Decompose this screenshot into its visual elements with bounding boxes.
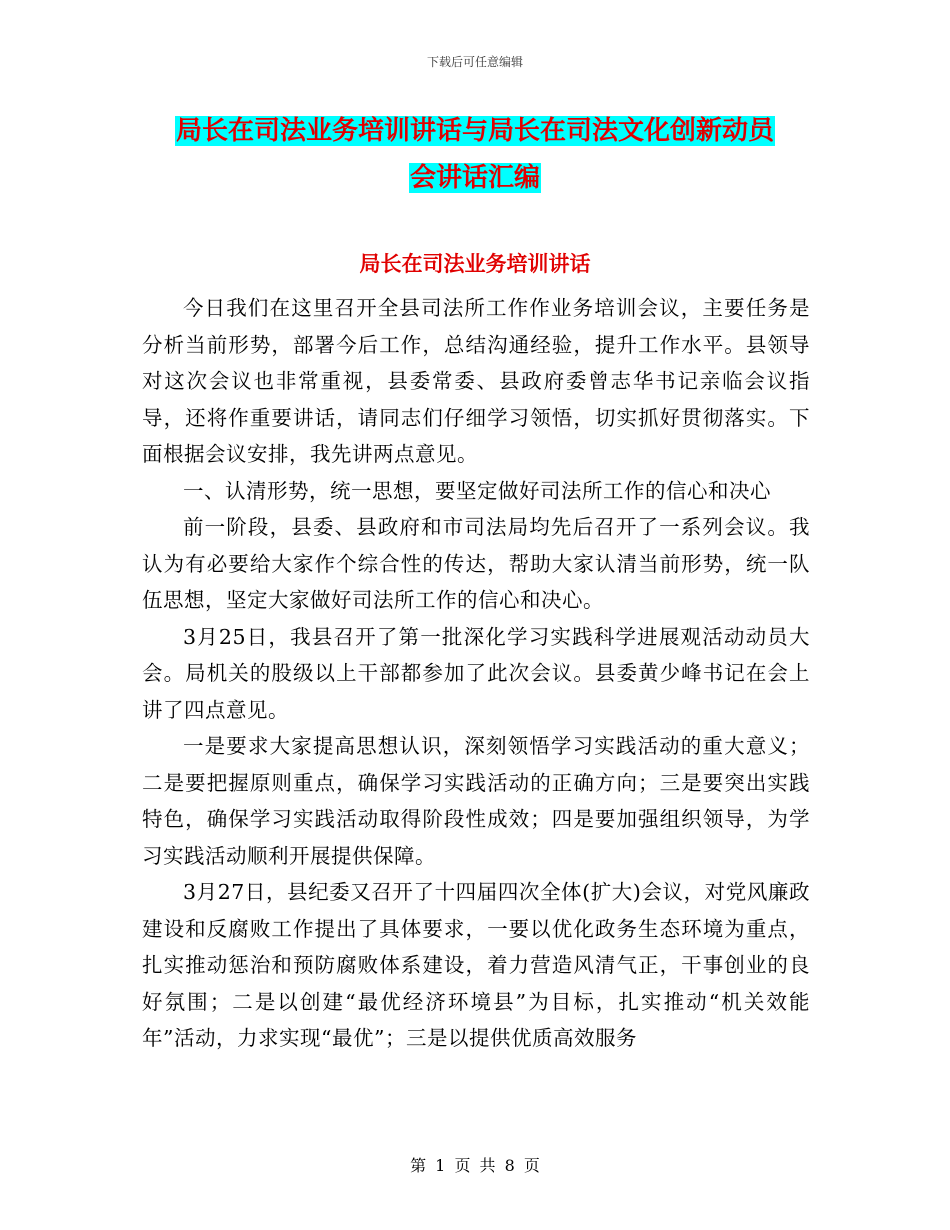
paragraph: 3月25日，我县召开了第一批深化学习实践科学进展观活动动员大会。局机关的股级以上干部都参加了此次会议。县委黄少峰书记在会上讲了四点意见。: [142, 624, 810, 722]
paragraph: 一是要求大家提高思想认识，深刻领悟学习实践活动的重大意义；二是要把握原则重点，确保学习实践活动的正确方向；三是要突出实践特色，确保学习实践活动取得阶段性成效；四是要加强组织领导，为学习实践活动顺利开展提供保障。: [142, 734, 810, 868]
paragraph: 前一阶段，县委、县政府和市司法局均先后召开了一系列会议。我认为有必要给大家作个综合性的传达，帮助大家认清当前形势，统一队伍思想，坚定大家做好司法所工作的信心和决心。: [142, 515, 810, 612]
document-title-text-1: 局长在司法业务培训讲话与局长在司法文化创新动员: [175, 116, 774, 146]
paragraph: 3月27日，县纪委又召开了十四届四次全体(扩大)会议，对党风廉政建设和反腐败工作提出了具体要求，一要以优化政务生态环境为重点，扎实推动惩治和预防腐败体系建设，着力营造风清气正，干事创业的良好氛围；二是以创建“最优经济环境县”为目标，扎实推动“机关效能年”活动，力求实现“最优”；三是以提供优质高效服务: [142, 880, 810, 1050]
document-title-line-1: [0, 110, 950, 147]
section-title: 局长在司法业务培训讲话: [359, 252, 591, 276]
document-title-text-2: 会讲话汇编: [409, 163, 540, 193]
document-body: [142, 290, 810, 1057]
page-number-footer: 第 1 页 共 8 页: [410, 1156, 540, 1175]
paragraph-heading: 一、认清形势，统一思想，要坚定做好司法所工作的信心和决心: [183, 478, 771, 503]
paragraph: 今日我们在这里召开全县司法所工作作业务培训会议，主要任务是分析当前形势，部署今后工作，总结沟通经验，提升工作水平。县领导对这次会议也非常重视，县委常委、县政府委曾志华书记亲临会议指导，还将作重要讲话，请同志们仔细学习领悟，切实抓好贯彻落实。下面根据会议安排，我先讲两点意见。: [142, 296, 810, 466]
document-title-line-2: [0, 157, 950, 194]
header-note: 下载后可任意编辑: [426, 55, 523, 69]
